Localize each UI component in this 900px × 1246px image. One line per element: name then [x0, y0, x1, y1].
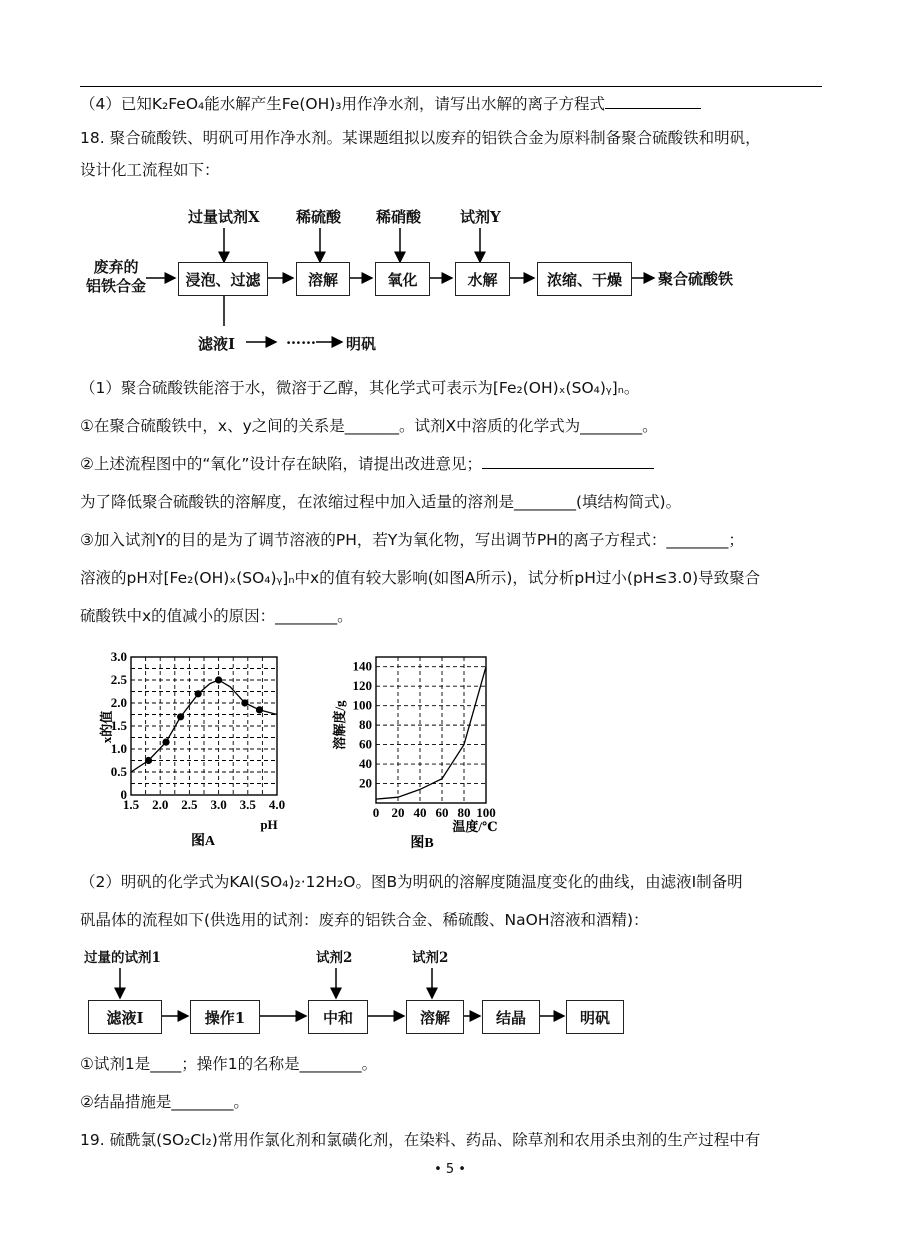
- reagent-y: 试剂Y: [460, 208, 501, 226]
- plot-frame: [376, 657, 486, 803]
- x-tick-label: 2.0: [152, 797, 169, 812]
- y-axis-label: 溶解度/g: [332, 700, 347, 750]
- reagent-2a: 试剂2: [316, 950, 353, 966]
- x-tick-label: 60: [435, 805, 449, 820]
- step-dissolve: 溶解: [296, 262, 350, 296]
- p2c-line: ①试剂1是____；操作1的名称是________。: [80, 1055, 378, 1073]
- x-tick-label: 1.5: [122, 797, 140, 812]
- q19-line: 19. 硫酰氯(SO₂Cl₂)常用作氯化剂和氯磺化剂，在染料、药品、除草剂和农用杀虫剂的生产过程中有: [80, 1131, 761, 1149]
- step-alum: 明矾: [566, 1000, 624, 1034]
- step-filtrate: 滤液Ⅰ: [88, 1000, 162, 1034]
- p1b-line: [80, 452, 654, 474]
- answer-blank: [482, 468, 654, 469]
- y-tick-label: 1.0: [110, 741, 127, 756]
- p1b-text: ②上述流程图中的“氧化”设计存在缺陷，请提出改进意见；: [80, 455, 482, 473]
- y-tick-label: 140: [352, 658, 372, 674]
- flowchart-1: [80, 200, 820, 360]
- q18-line-1: 18. 聚合硫酸铁、明矾可用作净水剂。某课题组拟以废弃的铝铁合金为原料制备聚合硫酸铁和明矾，: [80, 129, 761, 147]
- step-concentrate-dry: 浓缩、干燥: [537, 262, 632, 296]
- product-polyferric-sulfate: 聚合硫酸铁: [658, 270, 734, 288]
- reagent-dilute-h2so4: 稀硫酸: [296, 208, 342, 226]
- x-tick-label: 3.0: [210, 797, 227, 812]
- step-hydrolyze: 水解: [455, 262, 510, 296]
- flowchart-2: [80, 944, 640, 1036]
- data-point: [195, 690, 202, 697]
- p2d-line: ②结晶措施是________。: [80, 1093, 249, 1111]
- alum-label: 明矾: [346, 335, 377, 353]
- step-crystallize: 结晶: [482, 1000, 540, 1034]
- y-tick-label: 1.5: [110, 718, 127, 733]
- p1-line: （1）聚合硫酸铁能溶于水，微溶于乙醇，其化学式可表示为[Fe₂(OH)ₓ(SO₄)ᵧ]ₙ。: [80, 379, 640, 397]
- input-line-2: 铝铁合金: [86, 277, 147, 295]
- chart-a: [95, 645, 310, 850]
- data-point: [162, 739, 169, 746]
- y-tick-label: 40: [359, 756, 372, 772]
- step-oxidize: 氧化: [375, 262, 430, 296]
- x-tick-label: 40: [413, 805, 427, 820]
- step-neutralize: 中和: [308, 1000, 368, 1034]
- reagent-dilute-hno3: 稀硝酸: [376, 208, 422, 226]
- y-tick-label: 0: [120, 787, 127, 802]
- x-axis-label: 温度/℃: [452, 819, 498, 834]
- y-tick-label: 2.0: [110, 695, 127, 710]
- data-point: [215, 676, 222, 683]
- reagent-2b: 试剂2: [412, 950, 449, 966]
- reagent-x: 过量试剂X: [188, 208, 260, 226]
- data-point: [177, 713, 184, 720]
- y-tick-label: 100: [352, 697, 372, 713]
- top-rule: [80, 86, 822, 87]
- q18-line-2: 设计化工流程如下：: [80, 161, 220, 179]
- p2b-line: 矾晶体的流程如下(供选用的试剂：废弃的铝铁合金、稀硫酸、NaOH溶液和酒精)：: [80, 911, 649, 929]
- data-point: [241, 699, 248, 706]
- chart-b: [330, 645, 505, 850]
- x-tick-label: 100: [476, 805, 496, 820]
- x-tick-label: 4.0: [268, 797, 286, 812]
- data-point: [145, 757, 152, 764]
- page-number: • 5 •: [434, 1162, 466, 1177]
- p1c-line: 为了降低聚合硫酸铁的溶解度，在浓缩过程中加入适量的溶剂是________(填结构简式)。: [80, 493, 682, 511]
- step-operation-1: 操作1: [190, 1000, 260, 1034]
- y-tick-label: 120: [352, 678, 372, 694]
- answer-blank: [605, 108, 701, 109]
- q4-line: [80, 92, 701, 114]
- flow-ellipsis: ……: [286, 330, 316, 348]
- x-tick-label: 3.5: [239, 797, 256, 812]
- reagent-1: 过量的试剂1: [84, 950, 161, 966]
- input-material: [86, 258, 146, 296]
- y-tick-label: 60: [359, 736, 372, 752]
- step-soak-filter: 浸泡、过滤: [178, 262, 268, 296]
- filtrate-label: 滤液Ⅰ: [198, 335, 236, 353]
- x-tick-label: 20: [391, 805, 405, 820]
- y-tick-label: 80: [359, 717, 372, 733]
- p1f-line: 硫酸铁中x的值减小的原因：________。: [80, 607, 353, 625]
- y-axis-label: x的值: [99, 710, 114, 744]
- y-tick-label: 20: [359, 775, 372, 791]
- input-line-1: 废弃的: [93, 258, 139, 276]
- y-tick-label: 0.5: [110, 764, 127, 779]
- q4-text: （4）已知K₂FeO₄能水解产生Fe(OH)₃用作净水剂，请写出水解的离子方程式: [80, 95, 606, 113]
- x-tick-label: 80: [457, 805, 471, 820]
- p1a-line: ①在聚合硫酸铁中，x、y之间的关系是_______。试剂X中溶质的化学式为________。: [80, 417, 658, 435]
- data-point: [256, 706, 263, 713]
- y-tick-label: 3.0: [110, 649, 127, 664]
- x-tick-label: 2.5: [181, 797, 198, 812]
- x-tick-label: 0: [372, 805, 380, 820]
- y-tick-label: 2.5: [110, 672, 127, 687]
- x-axis-label: pH: [260, 817, 278, 832]
- p1d-line: ③加入试剂Y的目的是为了调节溶液的PH，若Y为氧化物，写出调节PH的离子方程式：________；: [80, 531, 744, 549]
- chart-caption: 图B: [410, 836, 434, 850]
- step-dissolve-2: 溶解: [406, 1000, 464, 1034]
- p2a-line: （2）明矾的化学式为KAl(SO₄)₂·12H₂O。图B为明矾的溶解度随温度变化的曲线，由滤液Ⅰ制备明: [80, 873, 743, 891]
- chart-caption: 图A: [190, 834, 216, 849]
- p1e-line: 溶液的pH对[Fe₂(OH)ₓ(SO₄)ᵧ]ₙ中x的值有较大影响(如图A所示)，试分析pH过小(pH≤3.0)导致聚合: [80, 569, 761, 587]
